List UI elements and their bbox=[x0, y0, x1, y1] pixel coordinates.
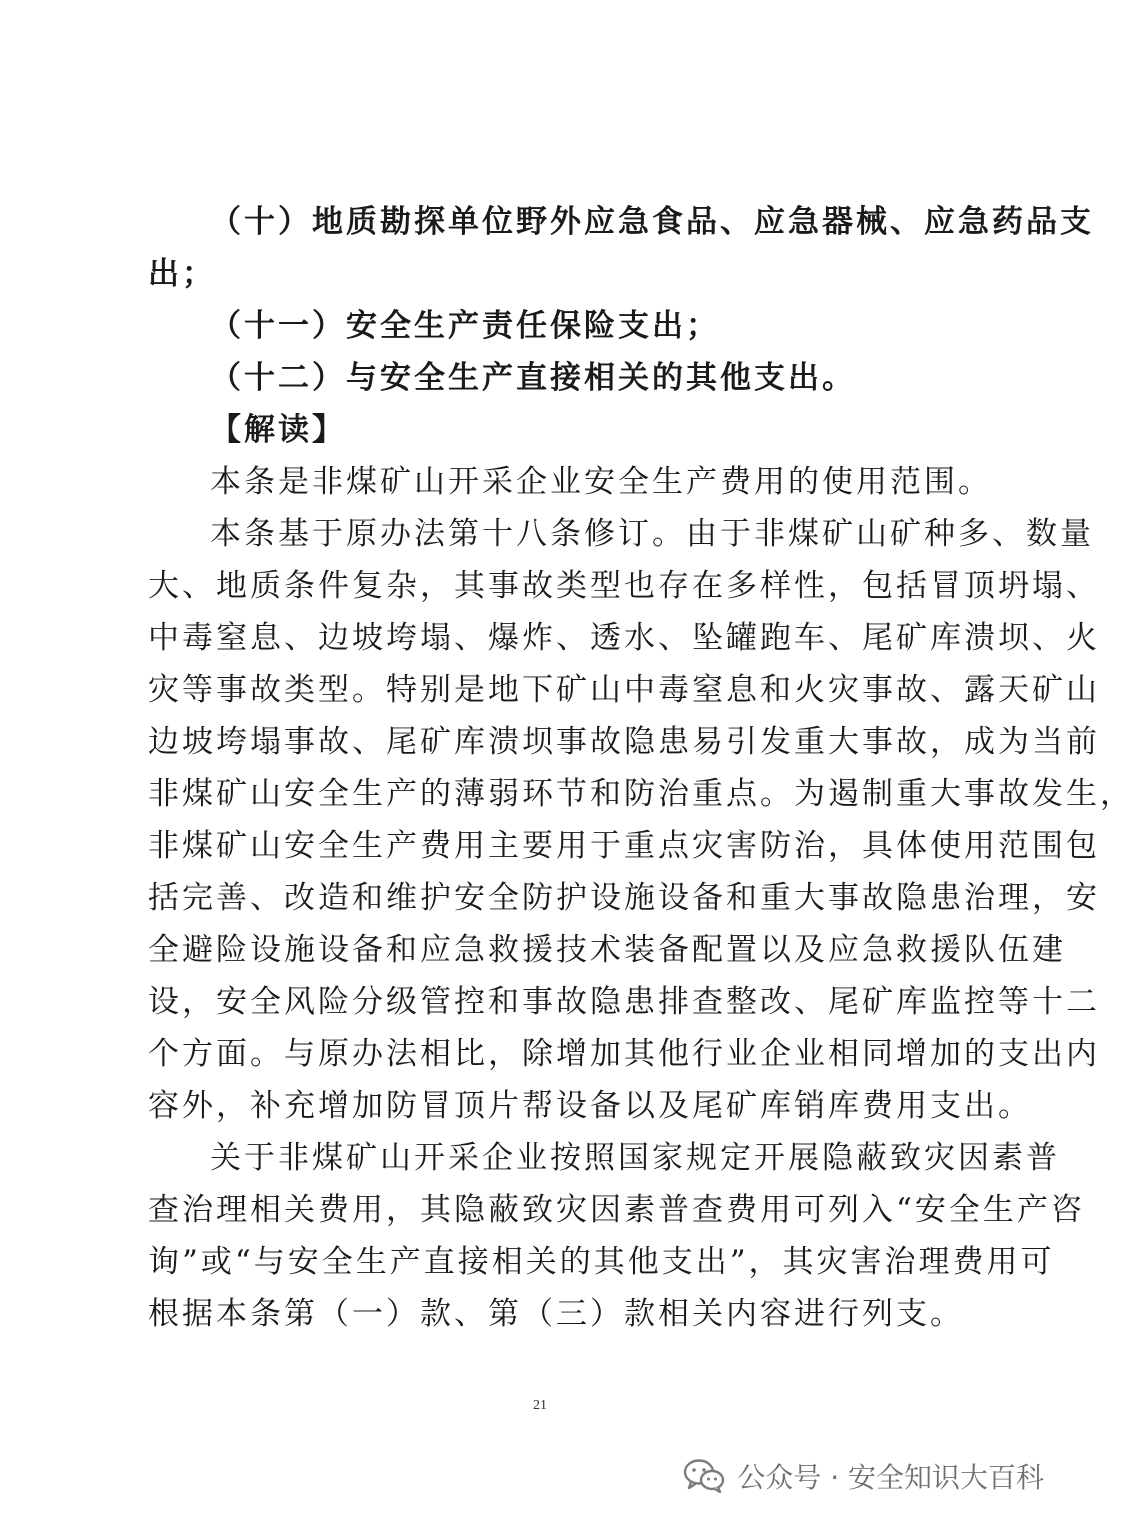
paragraph-line: 根据本条第（一）款、第（三）款相关内容进行列支。 bbox=[148, 1296, 964, 1332]
paragraph-line: 查治理相关费用，其隐蔽致灾因素普查费用可列入“安全生产咨 bbox=[148, 1192, 1085, 1228]
paragraph bbox=[148, 1132, 1085, 1340]
paragraph-line: 非煤矿山安全生产的薄弱环节和防治重点。为遏制重大事故发生， bbox=[148, 776, 1134, 812]
paragraph bbox=[148, 456, 992, 508]
paragraph-line: 容外，补充增加防冒顶片帮设备以及尾矿库销库费用支出。 bbox=[148, 1088, 1032, 1124]
interpretation-heading: 【解读】 bbox=[210, 412, 346, 448]
paragraph-line: 个方面。与原办法相比，除增加其他行业企业相同增加的支出内 bbox=[148, 1036, 1100, 1072]
paragraph-line: 中毒窒息、边坡垮塌、爆炸、透水、坠罐跑车、尾矿库溃坝、火 bbox=[148, 620, 1100, 656]
item-line: （十）地质勘探单位野外应急食品、应急器械、应急药品支 bbox=[210, 204, 1094, 240]
paragraph-line: 大、地质条件复杂，其事故类型也存在多样性，包括冒顶坍塌、 bbox=[148, 568, 1100, 604]
paragraph-line: 括完善、改造和维护安全防护设施设备和重大事故隐患治理，安 bbox=[148, 880, 1100, 916]
list-item bbox=[148, 196, 1094, 300]
paragraph bbox=[148, 508, 1134, 1132]
paragraph-line: 边坡垮塌事故、尾矿库溃坝事故隐患易引发重大事故，成为当前 bbox=[148, 724, 1100, 760]
document-body bbox=[148, 196, 1134, 1340]
item-line: 出； bbox=[148, 256, 216, 292]
paragraph-line: 灾等事故类型。特别是地下矿山中毒窒息和火灾事故、露天矿山 bbox=[148, 672, 1100, 708]
item-line: （十二）与安全生产直接相关的其他支出。 bbox=[210, 360, 856, 396]
paragraph-line: 询”或“与安全生产直接相关的其他支出”，其灾害治理费用可 bbox=[148, 1244, 1055, 1280]
watermark-text: 公众号 · 安全知识大百科 bbox=[737, 1461, 1044, 1494]
paragraph-line: 非煤矿山安全生产费用主要用于重点灾害防治，具体使用范围包 bbox=[148, 828, 1100, 864]
paragraph-line: 关于非煤矿山开采企业按照国家规定开展隐蔽致灾因素普 bbox=[210, 1140, 1060, 1176]
paragraph-line: 全避险设施设备和应急救援技术装备配置以及应急救援队伍建 bbox=[148, 932, 1066, 968]
paragraph-line: 本条是非煤矿山开采企业安全生产费用的使用范围。 bbox=[210, 464, 992, 500]
page-number: 21 bbox=[533, 1398, 547, 1413]
item-line: （十一）安全生产责任保险支出； bbox=[210, 308, 720, 344]
watermark bbox=[683, 1456, 1044, 1496]
paragraph-line: 本条基于原办法第十八条修订。由于非煤矿山矿种多、数量 bbox=[210, 516, 1094, 552]
paragraph-line: 设，安全风险分级管控和事故隐患排查整改、尾矿库监控等十二 bbox=[148, 984, 1100, 1020]
wechat-icon bbox=[683, 1458, 725, 1494]
list-item bbox=[148, 300, 948, 352]
list-item bbox=[148, 352, 948, 404]
